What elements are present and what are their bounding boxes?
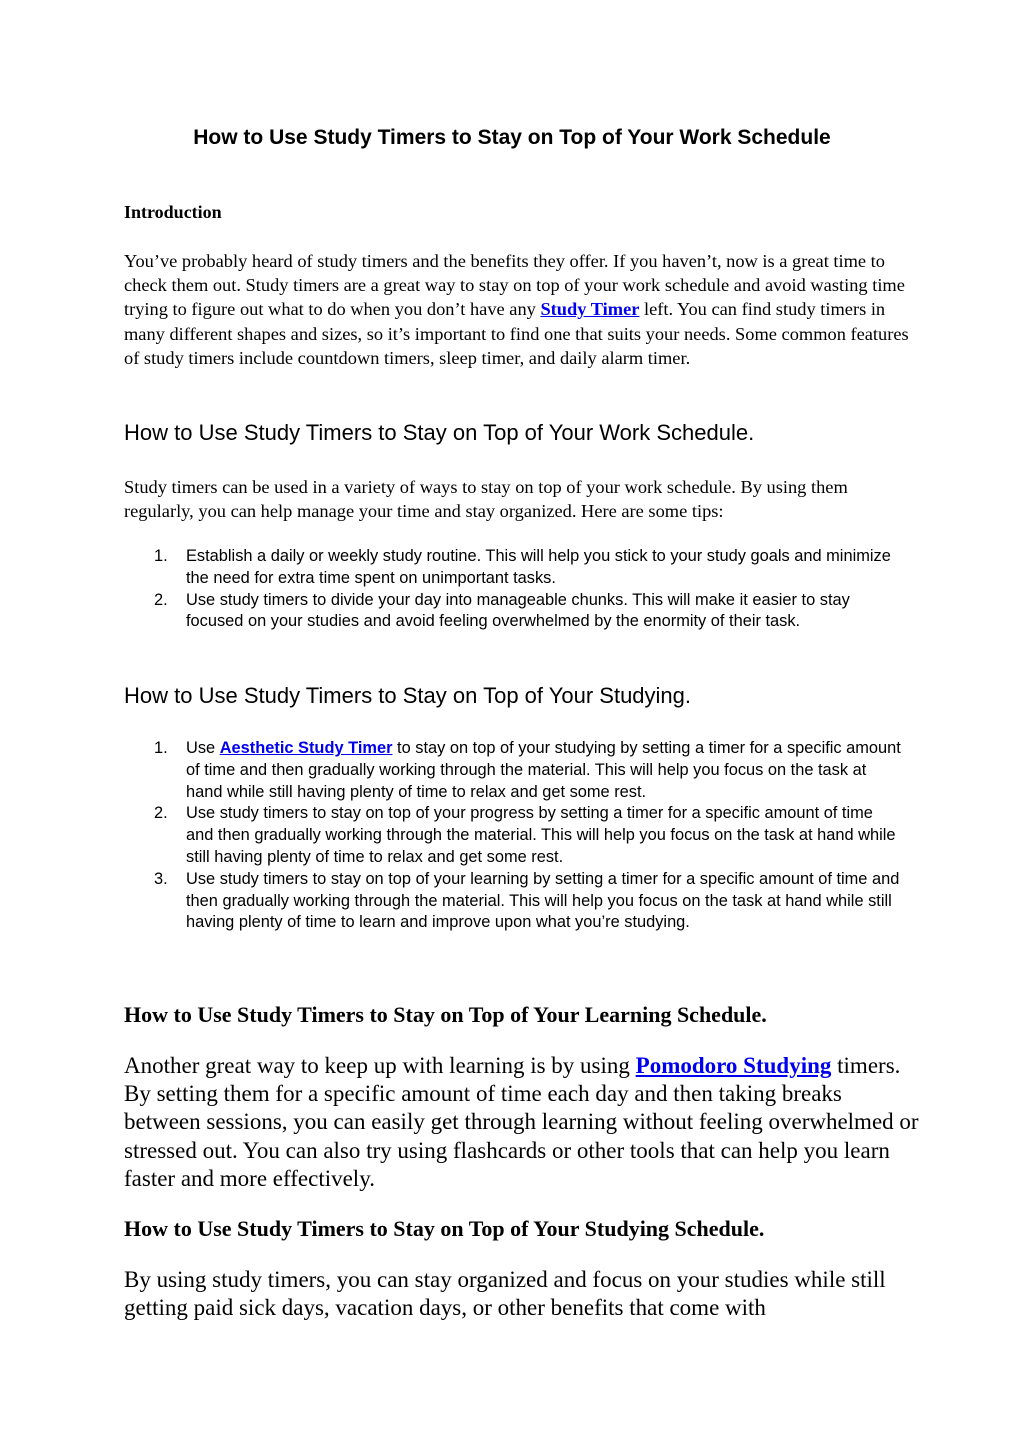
section1-heading: How to Use Study Timers to Stay on Top of Your Work Schedule. [124, 420, 755, 445]
intro-paragraph [124, 249, 914, 370]
list-number: 3. [154, 869, 168, 888]
list-number: 1. [154, 547, 168, 565]
section1-paragraph: Study timers can be used in a variety of ways to stay on top of your work schedule. By using them regularly, you can help manage your time and stay organized. Here are some tips: [124, 477, 848, 522]
intro-text-end: left. You can find study timers in many different shapes and sizes, so it’s important to find one that suits your needs. Some common features of study timers include countdown timers, sleep timer, and daily alarm timer. [124, 299, 909, 368]
list-item [124, 546, 904, 590]
list-item-text: Use study timers to divide your day into manageable chunks. This will make it easier to stay focused on your studies and avoid feeling overwhelmed by the enormity of their task. [186, 590, 850, 631]
section4-heading: How to Use Study Timers to Stay on Top of Your Studying Schedule. [124, 1216, 765, 1241]
section1-list [124, 546, 904, 633]
study-timer-link[interactable]: Study Timer [540, 299, 640, 320]
list-number: 1. [154, 739, 168, 757]
list-item [124, 803, 904, 868]
list-item [124, 738, 904, 803]
intro-text-start: You’ve probably heard of study timers and the benefits they offer. If you haven’t, now is a great time to check them out. Study timers are a great way to stay on top of your work schedule and avoid wasting time trying to figure out what to do when you don’t have any [124, 251, 905, 320]
page-title: How to Use Study Timers to Stay on Top of Your Work Schedule [193, 126, 831, 149]
section3-paragraph [124, 1052, 924, 1193]
list-item [124, 590, 904, 634]
list-item-text: Use study timers to stay on top of your learning by setting a timer for a specific amount of time and then gradually working through the material. This will help you focus on the task at hand while still having plenty of time to learn and improve upon what you’re studying. [186, 869, 900, 932]
section2-heading: How to Use Study Timers to Stay on Top of Your Studying. [124, 683, 692, 708]
section3-text-end: timers. By setting them for a specific amount of time each day and then taking breaks between sessions, you can easily get through learning without feeling overwhelmed or stressed out. You can also try using flashcards or other tools that can help you learn faster and more effectively. [124, 1053, 919, 1191]
list-item [124, 869, 904, 934]
pomodoro-studying-link[interactable]: Pomodoro Studying [635, 1053, 832, 1078]
list-item-text-end: to stay on top of your studying by setting a timer for a specific amount of time and then gradually working through the material. This will help you focus on the task at hand while still having plenty of time to relax and get some rest. [186, 739, 901, 801]
intro-heading: Introduction [124, 202, 222, 222]
aesthetic-study-timer-link[interactable]: Aesthetic Study Timer [219, 739, 393, 757]
list-item-text: Use study timers to stay on top of your progress by setting a timer for a specific amount of time and then gradually working through the material. This will help you focus on the task at hand while still having plenty of time to relax and get some rest. [186, 804, 896, 866]
list-item-text-start: Use [186, 739, 220, 757]
section3-text-start: Another great way to keep up with learning is by using [124, 1053, 636, 1078]
list-item-text: Establish a daily or weekly study routine. This will help you stick to your study goals and minimize the need for extra time spent on unimportant tasks. [186, 547, 891, 587]
section4-paragraph: By using study timers, you can stay organized and focus on your studies while still getting paid sick days, vacation days, or other benefits that come with [124, 1267, 886, 1321]
list-number: 2. [154, 590, 168, 609]
section3-heading: How to Use Study Timers to Stay on Top of Your Learning Schedule. [124, 1002, 767, 1027]
list-number: 2. [154, 804, 168, 823]
section2-list [124, 738, 904, 934]
